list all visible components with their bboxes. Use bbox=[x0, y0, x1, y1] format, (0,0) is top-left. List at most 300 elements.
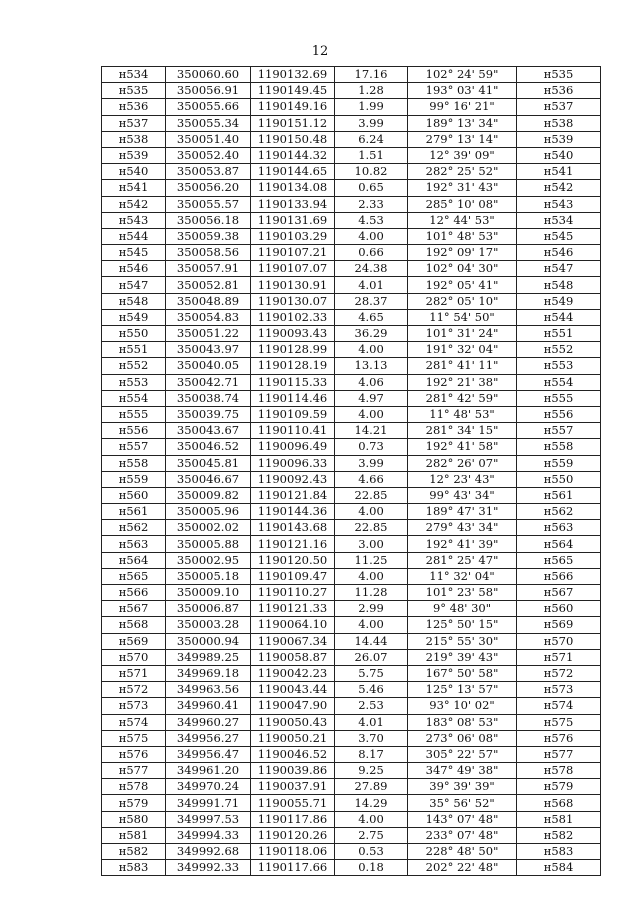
coord-x-cell: 350039.75 bbox=[166, 406, 251, 422]
point-from-cell: н579 bbox=[102, 795, 166, 811]
coordinates-table-body bbox=[102, 67, 601, 876]
direction-angle-cell: 273° 06' 08" bbox=[408, 730, 517, 746]
distance-cell: 14.21 bbox=[335, 423, 408, 439]
coord-x-cell: 350048.89 bbox=[166, 293, 251, 309]
point-to-cell: н567 bbox=[517, 585, 601, 601]
direction-angle-cell: 102° 24' 59" bbox=[408, 67, 517, 83]
distance-cell: 11.28 bbox=[335, 585, 408, 601]
table-row bbox=[102, 779, 601, 795]
table-row bbox=[102, 746, 601, 762]
distance-cell: 5.75 bbox=[335, 665, 408, 681]
point-from-cell: н567 bbox=[102, 601, 166, 617]
distance-cell: 0.65 bbox=[335, 180, 408, 196]
coord-y-cell: 1190128.99 bbox=[251, 342, 335, 358]
coord-x-cell: 349963.56 bbox=[166, 682, 251, 698]
point-from-cell: н545 bbox=[102, 245, 166, 261]
point-from-cell: н557 bbox=[102, 439, 166, 455]
table-row bbox=[102, 860, 601, 876]
coord-y-cell: 1190109.59 bbox=[251, 406, 335, 422]
distance-cell: 4.00 bbox=[335, 617, 408, 633]
point-from-cell: н559 bbox=[102, 471, 166, 487]
coord-y-cell: 1190120.50 bbox=[251, 552, 335, 568]
point-from-cell: н575 bbox=[102, 730, 166, 746]
point-to-cell: н552 bbox=[517, 342, 601, 358]
coord-y-cell: 1190133.94 bbox=[251, 196, 335, 212]
distance-cell: 1.28 bbox=[335, 83, 408, 99]
coord-x-cell: 350042.71 bbox=[166, 374, 251, 390]
distance-cell: 0.66 bbox=[335, 245, 408, 261]
coord-x-cell: 350040.05 bbox=[166, 358, 251, 374]
point-from-cell: н560 bbox=[102, 487, 166, 503]
distance-cell: 4.66 bbox=[335, 471, 408, 487]
direction-angle-cell: 12° 44' 53" bbox=[408, 212, 517, 228]
coord-x-cell: 350002.02 bbox=[166, 520, 251, 536]
distance-cell: 11.25 bbox=[335, 552, 408, 568]
point-to-cell: н576 bbox=[517, 730, 601, 746]
table-row bbox=[102, 811, 601, 827]
point-from-cell: н543 bbox=[102, 212, 166, 228]
point-from-cell: н565 bbox=[102, 568, 166, 584]
point-to-cell: н581 bbox=[517, 811, 601, 827]
coord-x-cell: 349997.53 bbox=[166, 811, 251, 827]
point-from-cell: н548 bbox=[102, 293, 166, 309]
point-to-cell: н583 bbox=[517, 844, 601, 860]
distance-cell: 27.89 bbox=[335, 779, 408, 795]
direction-angle-cell: 192° 21' 38" bbox=[408, 374, 517, 390]
distance-cell: 2.33 bbox=[335, 196, 408, 212]
coord-x-cell: 349989.25 bbox=[166, 649, 251, 665]
table-row bbox=[102, 763, 601, 779]
table-row bbox=[102, 568, 601, 584]
direction-angle-cell: 347° 49' 38" bbox=[408, 763, 517, 779]
direction-angle-cell: 189° 13' 34" bbox=[408, 115, 517, 131]
point-from-cell: н552 bbox=[102, 358, 166, 374]
coord-y-cell: 1190121.16 bbox=[251, 536, 335, 552]
table-row bbox=[102, 520, 601, 536]
point-to-cell: н584 bbox=[517, 860, 601, 876]
coord-x-cell: 350046.52 bbox=[166, 439, 251, 455]
table-row bbox=[102, 358, 601, 374]
table-row bbox=[102, 228, 601, 244]
direction-angle-cell: 11° 54' 50" bbox=[408, 309, 517, 325]
table-row bbox=[102, 277, 601, 293]
coord-y-cell: 1190143.68 bbox=[251, 520, 335, 536]
point-to-cell: н554 bbox=[517, 374, 601, 390]
point-from-cell: н569 bbox=[102, 633, 166, 649]
direction-angle-cell: 279° 13' 14" bbox=[408, 131, 517, 147]
table-row bbox=[102, 99, 601, 115]
direction-angle-cell: 281° 41' 11" bbox=[408, 358, 517, 374]
point-from-cell: н549 bbox=[102, 309, 166, 325]
table-row bbox=[102, 131, 601, 147]
distance-cell: 5.46 bbox=[335, 682, 408, 698]
coord-y-cell: 1190047.90 bbox=[251, 698, 335, 714]
coord-y-cell: 1190050.21 bbox=[251, 730, 335, 746]
coord-y-cell: 1190055.71 bbox=[251, 795, 335, 811]
coord-x-cell: 350043.97 bbox=[166, 342, 251, 358]
table-row bbox=[102, 390, 601, 406]
distance-cell: 24.38 bbox=[335, 261, 408, 277]
coord-x-cell: 350055.57 bbox=[166, 196, 251, 212]
coord-y-cell: 1190042.23 bbox=[251, 665, 335, 681]
coord-y-cell: 1190121.33 bbox=[251, 601, 335, 617]
point-to-cell: н569 bbox=[517, 617, 601, 633]
direction-angle-cell: 281° 25' 47" bbox=[408, 552, 517, 568]
point-from-cell: н550 bbox=[102, 326, 166, 342]
coord-y-cell: 1190149.16 bbox=[251, 99, 335, 115]
coord-x-cell: 350038.74 bbox=[166, 390, 251, 406]
direction-angle-cell: 93° 10' 02" bbox=[408, 698, 517, 714]
direction-angle-cell: 219° 39' 43" bbox=[408, 649, 517, 665]
direction-angle-cell: 143° 07' 48" bbox=[408, 811, 517, 827]
direction-angle-cell: 167° 50' 58" bbox=[408, 665, 517, 681]
distance-cell: 0.53 bbox=[335, 844, 408, 860]
direction-angle-cell: 125° 13' 57" bbox=[408, 682, 517, 698]
coord-y-cell: 1190058.87 bbox=[251, 649, 335, 665]
point-from-cell: н539 bbox=[102, 147, 166, 163]
coord-x-cell: 350057.91 bbox=[166, 261, 251, 277]
distance-cell: 14.44 bbox=[335, 633, 408, 649]
direction-angle-cell: 35° 56' 52" bbox=[408, 795, 517, 811]
direction-angle-cell: 202° 22' 48" bbox=[408, 860, 517, 876]
table-row bbox=[102, 585, 601, 601]
table-row bbox=[102, 827, 601, 843]
distance-cell: 26.07 bbox=[335, 649, 408, 665]
point-to-cell: н573 bbox=[517, 682, 601, 698]
direction-angle-cell: 282° 26' 07" bbox=[408, 455, 517, 471]
coord-y-cell: 1190144.32 bbox=[251, 147, 335, 163]
coord-y-cell: 1190109.47 bbox=[251, 568, 335, 584]
point-from-cell: н578 bbox=[102, 779, 166, 795]
coord-y-cell: 1190096.33 bbox=[251, 455, 335, 471]
point-to-cell: н577 bbox=[517, 746, 601, 762]
distance-cell: 3.99 bbox=[335, 115, 408, 131]
distance-cell: 4.00 bbox=[335, 811, 408, 827]
point-from-cell: н534 bbox=[102, 67, 166, 83]
page-number: 12 bbox=[311, 44, 329, 59]
coord-y-cell: 1190093.43 bbox=[251, 326, 335, 342]
coord-x-cell: 350043.67 bbox=[166, 423, 251, 439]
point-to-cell: н571 bbox=[517, 649, 601, 665]
distance-cell: 3.99 bbox=[335, 455, 408, 471]
point-from-cell: н568 bbox=[102, 617, 166, 633]
table-row bbox=[102, 730, 601, 746]
distance-cell: 22.85 bbox=[335, 520, 408, 536]
table-row bbox=[102, 844, 601, 860]
direction-angle-cell: 215° 55' 30" bbox=[408, 633, 517, 649]
point-from-cell: н535 bbox=[102, 83, 166, 99]
distance-cell: 2.99 bbox=[335, 601, 408, 617]
direction-angle-cell: 11° 32' 04" bbox=[408, 568, 517, 584]
table-row bbox=[102, 714, 601, 730]
coord-y-cell: 1190103.29 bbox=[251, 228, 335, 244]
coord-y-cell: 1190102.33 bbox=[251, 309, 335, 325]
distance-cell: 4.00 bbox=[335, 228, 408, 244]
coord-y-cell: 1190107.07 bbox=[251, 261, 335, 277]
table-row bbox=[102, 795, 601, 811]
point-to-cell: н578 bbox=[517, 763, 601, 779]
coord-y-cell: 1190092.43 bbox=[251, 471, 335, 487]
point-to-cell: н542 bbox=[517, 180, 601, 196]
direction-angle-cell: 305° 22' 57" bbox=[408, 746, 517, 762]
direction-angle-cell: 281° 42' 59" bbox=[408, 390, 517, 406]
point-to-cell: н540 bbox=[517, 147, 601, 163]
point-from-cell: н574 bbox=[102, 714, 166, 730]
coord-x-cell: 350053.87 bbox=[166, 164, 251, 180]
point-from-cell: н537 bbox=[102, 115, 166, 131]
table-row bbox=[102, 406, 601, 422]
coord-x-cell: 349991.71 bbox=[166, 795, 251, 811]
direction-angle-cell: 189° 47' 31" bbox=[408, 504, 517, 520]
point-from-cell: н582 bbox=[102, 844, 166, 860]
coord-x-cell: 350060.60 bbox=[166, 67, 251, 83]
table-row bbox=[102, 649, 601, 665]
table-row bbox=[102, 536, 601, 552]
coord-y-cell: 1190117.66 bbox=[251, 860, 335, 876]
distance-cell: 0.73 bbox=[335, 439, 408, 455]
table-row bbox=[102, 423, 601, 439]
table-row bbox=[102, 309, 601, 325]
distance-cell: 9.25 bbox=[335, 763, 408, 779]
coord-x-cell: 350054.83 bbox=[166, 309, 251, 325]
coord-x-cell: 350006.87 bbox=[166, 601, 251, 617]
point-to-cell: н538 bbox=[517, 115, 601, 131]
coord-y-cell: 1190037.91 bbox=[251, 779, 335, 795]
coord-x-cell: 349956.47 bbox=[166, 746, 251, 762]
coord-y-cell: 1190121.84 bbox=[251, 487, 335, 503]
distance-cell: 22.85 bbox=[335, 487, 408, 503]
coord-x-cell: 350058.56 bbox=[166, 245, 251, 261]
coord-y-cell: 1190107.21 bbox=[251, 245, 335, 261]
point-from-cell: н571 bbox=[102, 665, 166, 681]
distance-cell: 3.00 bbox=[335, 536, 408, 552]
table-row bbox=[102, 164, 601, 180]
point-from-cell: н558 bbox=[102, 455, 166, 471]
coord-x-cell: 350005.18 bbox=[166, 568, 251, 584]
table-row bbox=[102, 67, 601, 83]
table-row bbox=[102, 601, 601, 617]
coord-x-cell: 350056.18 bbox=[166, 212, 251, 228]
coord-x-cell: 350003.28 bbox=[166, 617, 251, 633]
distance-cell: 4.00 bbox=[335, 504, 408, 520]
coord-x-cell: 350005.88 bbox=[166, 536, 251, 552]
coord-y-cell: 1190096.49 bbox=[251, 439, 335, 455]
coord-y-cell: 1190128.19 bbox=[251, 358, 335, 374]
coord-y-cell: 1190130.07 bbox=[251, 293, 335, 309]
point-to-cell: н562 bbox=[517, 504, 601, 520]
point-to-cell: н546 bbox=[517, 245, 601, 261]
table-row bbox=[102, 374, 601, 390]
point-to-cell: н545 bbox=[517, 228, 601, 244]
coord-y-cell: 1190046.52 bbox=[251, 746, 335, 762]
coord-y-cell: 1190114.46 bbox=[251, 390, 335, 406]
distance-cell: 8.17 bbox=[335, 746, 408, 762]
point-from-cell: н553 bbox=[102, 374, 166, 390]
point-to-cell: н544 bbox=[517, 309, 601, 325]
point-to-cell: н547 bbox=[517, 261, 601, 277]
table-row bbox=[102, 147, 601, 163]
point-to-cell: н579 bbox=[517, 779, 601, 795]
point-from-cell: н556 bbox=[102, 423, 166, 439]
direction-angle-cell: 282° 05' 10" bbox=[408, 293, 517, 309]
table-row bbox=[102, 682, 601, 698]
coord-y-cell: 1190043.44 bbox=[251, 682, 335, 698]
direction-angle-cell: 192° 41' 58" bbox=[408, 439, 517, 455]
point-to-cell: н539 bbox=[517, 131, 601, 147]
point-from-cell: н554 bbox=[102, 390, 166, 406]
point-to-cell: н549 bbox=[517, 293, 601, 309]
point-to-cell: н558 bbox=[517, 439, 601, 455]
coord-x-cell: 350051.40 bbox=[166, 131, 251, 147]
coord-x-cell: 350009.82 bbox=[166, 487, 251, 503]
direction-angle-cell: 39° 39' 39" bbox=[408, 779, 517, 795]
table-row bbox=[102, 471, 601, 487]
point-to-cell: н574 bbox=[517, 698, 601, 714]
coord-x-cell: 350052.40 bbox=[166, 147, 251, 163]
direction-angle-cell: 101° 23' 58" bbox=[408, 585, 517, 601]
distance-cell: 17.16 bbox=[335, 67, 408, 83]
distance-cell: 1.51 bbox=[335, 147, 408, 163]
coord-x-cell: 349961.20 bbox=[166, 763, 251, 779]
direction-angle-cell: 192° 31' 43" bbox=[408, 180, 517, 196]
point-to-cell: н553 bbox=[517, 358, 601, 374]
distance-cell: 4.00 bbox=[335, 568, 408, 584]
coord-x-cell: 350056.20 bbox=[166, 180, 251, 196]
coordinates-table bbox=[101, 66, 601, 876]
point-to-cell: н559 bbox=[517, 455, 601, 471]
table-row bbox=[102, 487, 601, 503]
point-from-cell: н572 bbox=[102, 682, 166, 698]
table-row bbox=[102, 439, 601, 455]
direction-angle-cell: 183° 08' 53" bbox=[408, 714, 517, 730]
point-from-cell: н570 bbox=[102, 649, 166, 665]
coord-y-cell: 1190064.10 bbox=[251, 617, 335, 633]
point-from-cell: н563 bbox=[102, 536, 166, 552]
coord-x-cell: 350000.94 bbox=[166, 633, 251, 649]
point-from-cell: н577 bbox=[102, 763, 166, 779]
point-from-cell: н538 bbox=[102, 131, 166, 147]
point-from-cell: н564 bbox=[102, 552, 166, 568]
point-to-cell: н551 bbox=[517, 326, 601, 342]
point-to-cell: н548 bbox=[517, 277, 601, 293]
coord-y-cell: 1190115.33 bbox=[251, 374, 335, 390]
coord-y-cell: 1190144.36 bbox=[251, 504, 335, 520]
distance-cell: 4.01 bbox=[335, 277, 408, 293]
coord-y-cell: 1190131.69 bbox=[251, 212, 335, 228]
distance-cell: 2.53 bbox=[335, 698, 408, 714]
coord-y-cell: 1190039.86 bbox=[251, 763, 335, 779]
table-row bbox=[102, 293, 601, 309]
direction-angle-cell: 192° 41' 39" bbox=[408, 536, 517, 552]
coord-x-cell: 350055.34 bbox=[166, 115, 251, 131]
coord-x-cell: 349992.68 bbox=[166, 844, 251, 860]
point-to-cell: н543 bbox=[517, 196, 601, 212]
direction-angle-cell: 228° 48' 50" bbox=[408, 844, 517, 860]
point-to-cell: н541 bbox=[517, 164, 601, 180]
distance-cell: 4.65 bbox=[335, 309, 408, 325]
coord-x-cell: 349960.27 bbox=[166, 714, 251, 730]
coord-x-cell: 349956.27 bbox=[166, 730, 251, 746]
direction-angle-cell: 12° 39' 09" bbox=[408, 147, 517, 163]
point-to-cell: н582 bbox=[517, 827, 601, 843]
table-row bbox=[102, 326, 601, 342]
point-to-cell: н566 bbox=[517, 568, 601, 584]
point-from-cell: н547 bbox=[102, 277, 166, 293]
coord-y-cell: 1190132.69 bbox=[251, 67, 335, 83]
coord-x-cell: 349969.18 bbox=[166, 665, 251, 681]
coord-x-cell: 350052.81 bbox=[166, 277, 251, 293]
coord-y-cell: 1190130.91 bbox=[251, 277, 335, 293]
direction-angle-cell: 125° 50' 15" bbox=[408, 617, 517, 633]
table-row bbox=[102, 633, 601, 649]
point-to-cell: н575 bbox=[517, 714, 601, 730]
table-row bbox=[102, 180, 601, 196]
direction-angle-cell: 279° 43' 34" bbox=[408, 520, 517, 536]
distance-cell: 1.99 bbox=[335, 99, 408, 115]
coord-x-cell: 350005.96 bbox=[166, 504, 251, 520]
direction-angle-cell: 192° 09' 17" bbox=[408, 245, 517, 261]
direction-angle-cell: 99° 43' 34" bbox=[408, 487, 517, 503]
point-from-cell: н561 bbox=[102, 504, 166, 520]
distance-cell: 13.13 bbox=[335, 358, 408, 374]
distance-cell: 3.70 bbox=[335, 730, 408, 746]
direction-angle-cell: 102° 04' 30" bbox=[408, 261, 517, 277]
point-to-cell: н537 bbox=[517, 99, 601, 115]
distance-cell: 28.37 bbox=[335, 293, 408, 309]
distance-cell: 0.18 bbox=[335, 860, 408, 876]
direction-angle-cell: 285° 10' 08" bbox=[408, 196, 517, 212]
coord-x-cell: 350056.91 bbox=[166, 83, 251, 99]
distance-cell: 36.29 bbox=[335, 326, 408, 342]
point-to-cell: н570 bbox=[517, 633, 601, 649]
coord-x-cell: 350045.81 bbox=[166, 455, 251, 471]
coord-x-cell: 350009.10 bbox=[166, 585, 251, 601]
table-row bbox=[102, 698, 601, 714]
distance-cell: 4.00 bbox=[335, 342, 408, 358]
distance-cell: 4.53 bbox=[335, 212, 408, 228]
distance-cell: 14.29 bbox=[335, 795, 408, 811]
point-from-cell: н555 bbox=[102, 406, 166, 422]
table-row bbox=[102, 342, 601, 358]
table-row bbox=[102, 665, 601, 681]
distance-cell: 6.24 bbox=[335, 131, 408, 147]
coord-x-cell: 350055.66 bbox=[166, 99, 251, 115]
coord-x-cell: 349994.33 bbox=[166, 827, 251, 843]
coord-y-cell: 1190110.41 bbox=[251, 423, 335, 439]
direction-angle-cell: 99° 16' 21" bbox=[408, 99, 517, 115]
direction-angle-cell: 281° 34' 15" bbox=[408, 423, 517, 439]
point-from-cell: н566 bbox=[102, 585, 166, 601]
table-row bbox=[102, 552, 601, 568]
point-to-cell: н563 bbox=[517, 520, 601, 536]
table-row bbox=[102, 504, 601, 520]
point-to-cell: н561 bbox=[517, 487, 601, 503]
coord-x-cell: 349960.41 bbox=[166, 698, 251, 714]
distance-cell: 2.75 bbox=[335, 827, 408, 843]
point-from-cell: н541 bbox=[102, 180, 166, 196]
coord-y-cell: 1190149.45 bbox=[251, 83, 335, 99]
point-to-cell: н535 bbox=[517, 67, 601, 83]
coord-x-cell: 350046.67 bbox=[166, 471, 251, 487]
point-from-cell: н580 bbox=[102, 811, 166, 827]
direction-angle-cell: 233° 07' 48" bbox=[408, 827, 517, 843]
table-row bbox=[102, 245, 601, 261]
point-from-cell: н576 bbox=[102, 746, 166, 762]
point-to-cell: н560 bbox=[517, 601, 601, 617]
table-row bbox=[102, 617, 601, 633]
coord-y-cell: 1190120.26 bbox=[251, 827, 335, 843]
direction-angle-cell: 193° 03' 41" bbox=[408, 83, 517, 99]
